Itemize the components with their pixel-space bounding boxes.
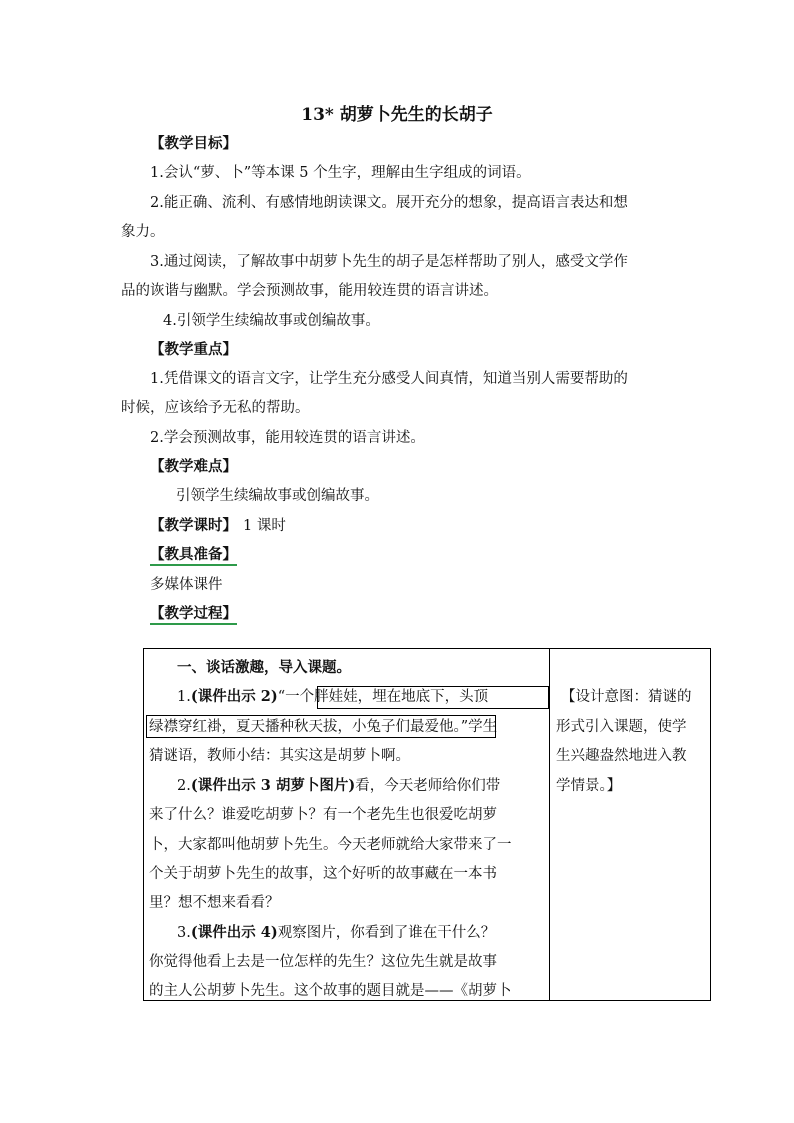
para-2-text-a: 看，今天老师给你们带 bbox=[355, 778, 501, 794]
page-title: 13* 胡萝卜先生的长胡子 bbox=[301, 105, 493, 125]
process-heading bbox=[150, 604, 237, 624]
table-row bbox=[144, 649, 711, 1001]
objective-item: 3.通过阅读，了解故事中胡萝卜先生的胡子是怎样帮助了别人，感受文学作 bbox=[150, 254, 628, 270]
difficulties-text: 引领学生续编故事或创编故事。 bbox=[176, 488, 379, 504]
tools-heading-text: 【教具准备】 bbox=[150, 546, 237, 566]
section-title: 一、谈话激趣，导入课题。 bbox=[177, 659, 351, 676]
hours-row bbox=[150, 516, 286, 536]
para-1-line-3: 猜谜语，教师小结：其实这是胡萝卜啊。 bbox=[149, 748, 410, 764]
para-3-line-3: 的主人公胡萝卜先生。这个故事的题目就是——《胡萝卜 bbox=[149, 983, 512, 999]
para-2-courseware: (课件出示 3 胡萝卜图片) bbox=[190, 777, 356, 794]
para-1-line-2: 绿襟穿红褂，夏天播种秋天拔，小兔子们最爱他。”学生 bbox=[149, 719, 498, 735]
design-intent-line: 【设计意图：猜谜的 bbox=[561, 689, 692, 705]
hours-text: 1 课时 bbox=[243, 518, 286, 534]
para-3-courseware: (课件出示 4) bbox=[190, 924, 278, 941]
key-point-item: 1.凭借课文的语言文字，让学生充分感受人间真情，知道当别人需要帮助的 bbox=[150, 371, 628, 387]
design-intent-cell bbox=[550, 649, 711, 1001]
design-intent-line: 生兴趣盎然地进入教 bbox=[556, 748, 687, 764]
difficulties-heading: 【教学难点】 bbox=[150, 458, 237, 475]
process-heading-text: 【教学过程】 bbox=[150, 605, 237, 625]
para-1-courseware: (课件出示 2) bbox=[190, 688, 278, 705]
para-2-line-3: 卜，大家都叫他胡萝卜先生。今天老师就给大家带来了一 bbox=[149, 837, 512, 853]
para-2-line-5: 里？想不想来看看？ bbox=[149, 895, 280, 911]
para-1-number: 1. bbox=[177, 689, 191, 705]
objective-item: 象力。 bbox=[121, 224, 165, 240]
para-3-line-1 bbox=[177, 923, 495, 943]
para-2-number: 2. bbox=[177, 778, 191, 794]
tools-text: 多媒体课件 bbox=[150, 577, 223, 593]
para-1-line-1 bbox=[177, 687, 488, 707]
para-3-number: 3. bbox=[177, 925, 191, 941]
para-2-line-2: 来了什么？谁爱吃胡萝卜？有一个老先生也很爱吃胡萝 bbox=[149, 807, 497, 823]
process-table bbox=[143, 648, 711, 1001]
para-2-line-1 bbox=[177, 776, 500, 796]
objective-item: 4.引领学生续编故事或创编故事。 bbox=[163, 313, 380, 329]
objective-item: 品的诙谐与幽默。学会预测故事，能用较连贯的语言讲述。 bbox=[121, 283, 498, 299]
hours-heading: 【教学课时】 bbox=[150, 517, 237, 534]
process-main-cell bbox=[144, 649, 550, 1001]
para-1-quote-a: “一个胖娃娃，埋在地底下，头顶 bbox=[277, 689, 489, 705]
design-intent-line: 学情景。】 bbox=[556, 778, 622, 794]
tools-heading bbox=[150, 545, 237, 565]
objectives-heading: 【教学目标】 bbox=[150, 135, 237, 152]
design-intent-line: 形式引入课题，使学 bbox=[556, 719, 687, 735]
objective-item: 1.会认“萝、卜”等本课 5 个生字，理解由生字组成的词语。 bbox=[150, 165, 531, 181]
para-3-text-a: 观察图片，你看到了谁在干什么？ bbox=[277, 925, 496, 941]
objective-item: 2.能正确、流利、有感情地朗读课文。展开充分的想象，提高语言表达和想 bbox=[150, 195, 628, 211]
para-2-line-4: 个关于胡萝卜先生的故事，这个好听的故事藏在一本书 bbox=[149, 866, 497, 882]
key-point-item: 2.学会预测故事，能用较连贯的语言讲述。 bbox=[150, 430, 425, 446]
para-3-line-2: 你觉得他看上去是一位怎样的先生？这位先生就是故事 bbox=[149, 954, 497, 970]
key-points-heading: 【教学重点】 bbox=[150, 341, 237, 358]
key-point-item: 时候，应该给予无私的帮助。 bbox=[121, 400, 310, 416]
